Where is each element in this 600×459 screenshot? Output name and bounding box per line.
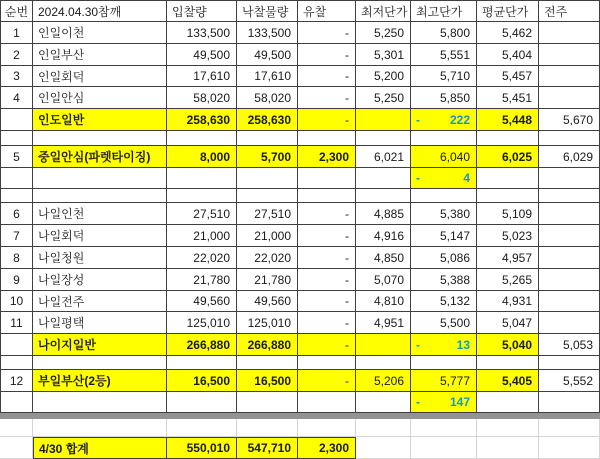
cell-avg[interactable]: 5,109 xyxy=(477,203,539,225)
cell-bid[interactable]: 8,000 xyxy=(167,146,237,168)
cell-award[interactable]: 21,780 xyxy=(237,269,298,291)
cell-avg[interactable] xyxy=(477,131,539,146)
cell-fail[interactable] xyxy=(298,356,356,370)
cell-award[interactable] xyxy=(237,392,298,413)
cell-avg[interactable]: 5,451 xyxy=(477,87,539,109)
cell-avg[interactable] xyxy=(477,168,539,189)
cell-seq[interactable]: 12 xyxy=(0,370,33,392)
cell-name[interactable]: 인도일반 xyxy=(33,109,167,131)
table-row xyxy=(0,131,600,146)
table-row xyxy=(0,189,600,203)
cell-name[interactable] xyxy=(33,419,167,437)
cell-seq[interactable]: 9 xyxy=(0,269,33,291)
cell-avg[interactable]: 5,448 xyxy=(477,109,539,131)
cell-bid[interactable]: 49,500 xyxy=(167,44,237,66)
accounting-minus: - xyxy=(416,337,420,352)
cell-award[interactable] xyxy=(237,131,298,146)
cell-max[interactable]: 5,777 xyxy=(411,370,477,392)
header-max[interactable]: 최고단가 xyxy=(411,0,477,22)
cell-max[interactable]: 5,147 xyxy=(411,225,477,247)
cell-award[interactable]: 27,510 xyxy=(237,203,298,225)
cell-seq[interactable]: 8 xyxy=(0,247,33,269)
cell-max[interactable]: 5,086 xyxy=(411,247,477,269)
cell-name[interactable] xyxy=(33,356,167,370)
cell-min[interactable]: 5,206 xyxy=(356,370,411,392)
cell-name[interactable] xyxy=(33,168,167,189)
cell-max[interactable]: 5,500 xyxy=(411,312,477,334)
cell-avg[interactable]: 6,025 xyxy=(477,146,539,168)
cell-seq[interactable] xyxy=(0,392,33,413)
cell-max[interactable]: 5,380 xyxy=(411,203,477,225)
cell-award[interactable]: 17,610 xyxy=(237,66,298,87)
cell-avg[interactable]: 4,957 xyxy=(477,247,539,269)
cell-min[interactable] xyxy=(356,334,411,356)
cell-seq[interactable]: 7 xyxy=(0,225,33,247)
cell-min[interactable]: 5,250 xyxy=(356,22,411,44)
cell-bid[interactable]: 17,610 xyxy=(167,66,237,87)
cell-prev[interactable] xyxy=(539,44,600,66)
diff-value: 147 xyxy=(449,395,470,409)
cell-avg[interactable]: 5,405 xyxy=(477,370,539,392)
cell-award[interactable]: 133,500 xyxy=(237,22,298,44)
cell-fail[interactable]: - xyxy=(298,225,356,247)
cell-max[interactable] xyxy=(411,334,477,356)
cell-fail[interactable]: - xyxy=(298,312,356,334)
cell-name[interactable] xyxy=(33,392,167,413)
cell-avg[interactable]: 4,931 xyxy=(477,291,539,312)
cell-bid[interactable] xyxy=(167,392,237,413)
cell-fail[interactable]: 2,300 xyxy=(298,437,356,459)
cell-seq[interactable] xyxy=(0,356,33,370)
cell-seq[interactable]: 10 xyxy=(0,291,33,312)
cell-fail[interactable]: - xyxy=(298,334,356,356)
cell-avg[interactable]: 5,023 xyxy=(477,225,539,247)
cell-prev[interactable] xyxy=(539,356,600,370)
cell-seq[interactable] xyxy=(0,189,33,203)
cell-award[interactable]: 49,560 xyxy=(237,291,298,312)
header-seq[interactable]: 순번 xyxy=(0,0,33,22)
cell-min[interactable]: 5,200 xyxy=(356,66,411,87)
cell-min[interactable]: 4,885 xyxy=(356,203,411,225)
table-row xyxy=(0,66,600,87)
cell-seq[interactable] xyxy=(0,131,33,146)
cell-fail[interactable]: - xyxy=(298,109,356,131)
cell-prev[interactable] xyxy=(539,225,600,247)
cell-bid[interactable]: 58,020 xyxy=(167,87,237,109)
header-award[interactable]: 낙찰물량 xyxy=(237,0,298,22)
cell-min[interactable]: 5,070 xyxy=(356,269,411,291)
cell-seq[interactable] xyxy=(0,437,33,459)
cell-bid[interactable] xyxy=(167,168,237,189)
cell-min[interactable] xyxy=(356,437,411,459)
cell-award[interactable]: 266,880 xyxy=(237,334,298,356)
cell-avg[interactable]: 5,404 xyxy=(477,44,539,66)
cell-award[interactable]: 125,010 xyxy=(237,312,298,334)
cell-award[interactable]: 21,000 xyxy=(237,225,298,247)
cell-min[interactable] xyxy=(356,392,411,413)
cell-max[interactable]: 5,800 xyxy=(411,22,477,44)
cell-prev[interactable] xyxy=(539,269,600,291)
cell-name[interactable] xyxy=(33,131,167,146)
cell-prev[interactable] xyxy=(539,437,600,459)
table-row xyxy=(0,291,600,312)
cell-max[interactable]: 5,132 xyxy=(411,291,477,312)
cell-max[interactable]: 5,850 xyxy=(411,87,477,109)
cell-max[interactable] xyxy=(411,356,477,370)
table-row xyxy=(0,370,600,392)
diff-value: 4 xyxy=(463,171,470,185)
cell-avg[interactable]: 5,265 xyxy=(477,269,539,291)
cell-seq[interactable] xyxy=(0,334,33,356)
cell-award[interactable]: 22,020 xyxy=(237,247,298,269)
cell-fail[interactable] xyxy=(298,392,356,413)
cell-min[interactable]: 4,951 xyxy=(356,312,411,334)
cell-avg[interactable]: 5,462 xyxy=(477,22,539,44)
cell-bid[interactable]: 266,880 xyxy=(167,334,237,356)
cell-prev[interactable] xyxy=(539,66,600,87)
cell-prev[interactable] xyxy=(539,419,600,437)
cell-max[interactable] xyxy=(411,109,477,131)
table-row xyxy=(0,334,600,356)
cell-bid[interactable]: 16,500 xyxy=(167,370,237,392)
cell-bid[interactable]: 22,020 xyxy=(167,247,237,269)
cell-fail[interactable] xyxy=(298,419,356,437)
cell-name[interactable]: 인일안심 xyxy=(33,87,167,109)
cell-award[interactable]: 49,500 xyxy=(237,44,298,66)
cell-fail[interactable]: - xyxy=(298,22,356,44)
cell-award[interactable]: 58,020 xyxy=(237,87,298,109)
cell-name[interactable]: 부일부산(2등) xyxy=(33,370,167,392)
cell-min[interactable]: 4,850 xyxy=(356,247,411,269)
cell-max[interactable]: 5,551 xyxy=(411,44,477,66)
cell-seq[interactable]: 2 xyxy=(0,44,33,66)
cell-avg[interactable] xyxy=(477,392,539,413)
cell-fail[interactable]: - xyxy=(298,247,356,269)
cell-award[interactable]: 258,630 xyxy=(237,109,298,131)
cell-min[interactable] xyxy=(356,109,411,131)
cell-prev[interactable]: 5,552 xyxy=(539,370,600,392)
cell-max[interactable]: 5,710 xyxy=(411,66,477,87)
table-row xyxy=(0,269,600,291)
cell-fail[interactable] xyxy=(298,168,356,189)
header-bid[interactable]: 입찰량 xyxy=(167,0,237,22)
cell-bid[interactable]: 49,560 xyxy=(167,291,237,312)
cell-name[interactable]: 중일안심(파렛타이징) xyxy=(33,146,167,168)
cell-min[interactable] xyxy=(356,189,411,203)
cell-name[interactable]: 인일부산 xyxy=(33,44,167,66)
cell-seq[interactable]: 4 xyxy=(0,87,33,109)
cell-fail[interactable]: 2,300 xyxy=(298,146,356,168)
cell-min[interactable]: 4,810 xyxy=(356,291,411,312)
cell-award[interactable] xyxy=(237,419,298,437)
cell-bid[interactable]: 133,500 xyxy=(167,22,237,44)
table-row xyxy=(0,437,600,459)
table-row xyxy=(0,146,600,168)
cell-bid[interactable] xyxy=(167,356,237,370)
cell-fail[interactable] xyxy=(298,189,356,203)
cell-prev[interactable] xyxy=(539,168,600,189)
cell-prev[interactable] xyxy=(539,247,600,269)
header-fail[interactable]: 유찰 xyxy=(298,0,356,22)
cell-avg[interactable]: 5,040 xyxy=(477,334,539,356)
cell-award[interactable] xyxy=(237,189,298,203)
cell-name[interactable]: 4/30 합계 xyxy=(33,437,167,459)
cell-max[interactable]: 6,040 xyxy=(411,146,477,168)
diff-value: 222 xyxy=(449,112,470,127)
cell-fail[interactable]: - xyxy=(298,66,356,87)
cell-award[interactable]: 16,500 xyxy=(237,370,298,392)
cell-award[interactable]: 5,700 xyxy=(237,146,298,168)
cell-prev[interactable] xyxy=(539,203,600,225)
cell-avg[interactable] xyxy=(477,356,539,370)
cell-bid[interactable]: 21,000 xyxy=(167,225,237,247)
header-row xyxy=(0,0,600,22)
accounting-minus: - xyxy=(416,171,420,185)
table-row xyxy=(0,225,600,247)
table-row xyxy=(0,168,600,189)
cell-bid[interactable]: 550,010 xyxy=(167,437,237,459)
cell-bid[interactable]: 258,630 xyxy=(167,109,237,131)
table-row xyxy=(0,312,600,334)
cell-max[interactable] xyxy=(411,419,477,437)
cell-avg[interactable]: 5,457 xyxy=(477,66,539,87)
cell-max[interactable] xyxy=(411,437,477,459)
cell-max[interactable]: 5,388 xyxy=(411,269,477,291)
cell-seq[interactable]: 11 xyxy=(0,312,33,334)
accounting-minus: - xyxy=(416,395,420,409)
cell-max[interactable] xyxy=(411,189,477,203)
cell-fail[interactable]: - xyxy=(298,370,356,392)
cell-seq[interactable] xyxy=(0,168,33,189)
table-row xyxy=(0,44,600,66)
cell-min[interactable]: 5,301 xyxy=(356,44,411,66)
cell-fail[interactable]: - xyxy=(298,87,356,109)
cell-min[interactable]: 6,021 xyxy=(356,146,411,168)
cell-bid[interactable]: 21,780 xyxy=(167,269,237,291)
header-prev[interactable]: 전주 xyxy=(539,0,600,22)
cell-min[interactable]: 5,250 xyxy=(356,87,411,109)
cell-prev[interactable] xyxy=(539,312,600,334)
header-name[interactable]: 2024.04.30참깨 xyxy=(33,0,167,22)
cell-name[interactable]: 나이지일반 xyxy=(33,334,167,356)
cell-prev[interactable] xyxy=(539,392,600,413)
cell-fail[interactable]: - xyxy=(298,291,356,312)
cell-max[interactable] xyxy=(411,131,477,146)
cell-bid[interactable] xyxy=(167,189,237,203)
cell-award[interactable] xyxy=(237,168,298,189)
cell-name[interactable]: 나일평택 xyxy=(33,312,167,334)
cell-seq[interactable] xyxy=(0,419,33,437)
table-row xyxy=(0,109,600,131)
cell-name[interactable]: 인일이천 xyxy=(33,22,167,44)
cell-min[interactable] xyxy=(356,168,411,189)
cell-avg[interactable] xyxy=(477,419,539,437)
cell-bid[interactable] xyxy=(167,131,237,146)
table-row xyxy=(0,419,600,437)
table-row xyxy=(0,392,600,413)
cell-name[interactable]: 나일전주 xyxy=(33,291,167,312)
cell-avg[interactable] xyxy=(477,189,539,203)
cell-name[interactable]: 나일회덕 xyxy=(33,225,167,247)
cell-min[interactable] xyxy=(356,131,411,146)
cell-prev[interactable] xyxy=(539,22,600,44)
cell-name[interactable]: 나일장성 xyxy=(33,269,167,291)
cell-fail[interactable]: - xyxy=(298,44,356,66)
cell-seq[interactable]: 5 xyxy=(0,146,33,168)
cell-prev[interactable]: 5,670 xyxy=(539,109,600,131)
cell-prev[interactable]: 6,029 xyxy=(539,146,600,168)
cell-seq[interactable]: 6 xyxy=(0,203,33,225)
cell-award[interactable] xyxy=(237,356,298,370)
table-row xyxy=(0,22,600,44)
cell-award[interactable]: 547,710 xyxy=(237,437,298,459)
cell-bid[interactable]: 27,510 xyxy=(167,203,237,225)
accounting-minus: - xyxy=(416,112,420,127)
cell-min[interactable] xyxy=(356,419,411,437)
header-min[interactable]: 최저단가 xyxy=(356,0,411,22)
diff-value: 13 xyxy=(456,337,470,352)
header-avg[interactable]: 평균단가 xyxy=(477,0,539,22)
cell-seq[interactable]: 3 xyxy=(0,66,33,87)
cell-seq[interactable] xyxy=(0,109,33,131)
cell-fail[interactable]: - xyxy=(298,269,356,291)
table-row xyxy=(0,203,600,225)
cell-max[interactable] xyxy=(411,168,477,189)
cell-prev[interactable] xyxy=(539,131,600,146)
cell-prev[interactable] xyxy=(539,291,600,312)
cell-fail[interactable]: - xyxy=(298,203,356,225)
cell-avg[interactable] xyxy=(477,437,539,459)
cell-name[interactable]: 나일인천 xyxy=(33,203,167,225)
cell-name[interactable]: 인일회덕 xyxy=(33,66,167,87)
cell-min[interactable] xyxy=(356,356,411,370)
cell-max[interactable] xyxy=(411,392,477,413)
cell-bid[interactable]: 125,010 xyxy=(167,312,237,334)
table-row xyxy=(0,87,600,109)
cell-prev[interactable] xyxy=(539,87,600,109)
cell-bid[interactable] xyxy=(167,419,237,437)
table-row xyxy=(0,356,600,370)
cell-min[interactable]: 4,916 xyxy=(356,225,411,247)
cell-seq[interactable]: 1 xyxy=(0,22,33,44)
table-row xyxy=(0,247,600,269)
cell-prev[interactable] xyxy=(539,189,600,203)
cell-prev[interactable]: 5,053 xyxy=(539,334,600,356)
cell-name[interactable] xyxy=(33,189,167,203)
cell-fail[interactable] xyxy=(298,131,356,146)
cell-name[interactable]: 나일청원 xyxy=(33,247,167,269)
cell-avg[interactable]: 5,047 xyxy=(477,312,539,334)
